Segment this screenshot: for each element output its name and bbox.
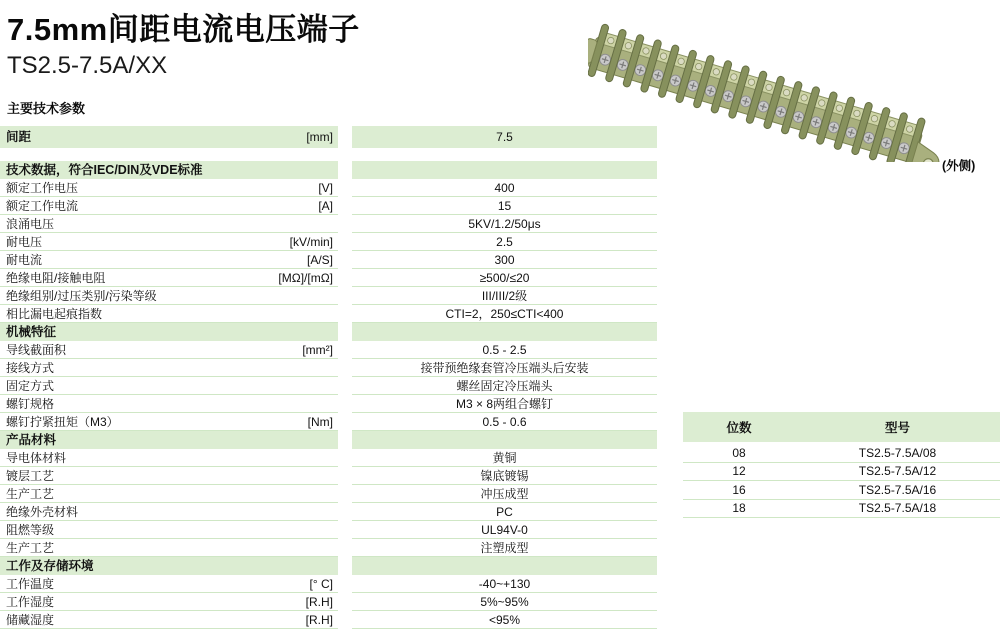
spec-value: 0.5 - 2.5 bbox=[352, 341, 657, 359]
spec-label: 生产工艺 bbox=[6, 540, 55, 555]
model-table-header bbox=[683, 412, 1000, 442]
spec-row bbox=[0, 341, 657, 359]
spec-label: 阻燃等级 bbox=[6, 522, 55, 537]
model-positions: 18 bbox=[732, 501, 746, 516]
column-gap bbox=[338, 251, 352, 269]
spec-value: 300 bbox=[352, 251, 657, 269]
column-gap bbox=[338, 413, 352, 431]
model-positions: 08 bbox=[732, 445, 746, 460]
spec-label: 相比漏电起痕指数 bbox=[6, 306, 103, 321]
spec-unit: [Nm] bbox=[307, 414, 333, 429]
spec-value: -40~+130 bbox=[352, 575, 657, 593]
spec-value: UL94V-0 bbox=[352, 521, 657, 539]
model-positions: 16 bbox=[732, 482, 746, 497]
column-gap bbox=[338, 179, 352, 197]
model-positions: 12 bbox=[732, 464, 746, 479]
spec-row bbox=[0, 593, 657, 611]
spec-label: 绝缘外壳材料 bbox=[6, 504, 79, 519]
spec-label: 技术数据，符合IEC/DIN及VDE标准 bbox=[6, 162, 203, 177]
column-gap bbox=[338, 395, 352, 413]
column-gap bbox=[338, 233, 352, 251]
main-parameters-heading: 主要技术参数 bbox=[7, 101, 86, 116]
spec-value: 400 bbox=[352, 179, 657, 197]
column-gap bbox=[338, 593, 352, 611]
spec-row bbox=[0, 148, 657, 161]
spec-row bbox=[0, 377, 657, 395]
spec-row bbox=[0, 197, 657, 215]
spec-value bbox=[352, 431, 657, 449]
spec-row bbox=[0, 395, 657, 413]
spec-value: 镍底镀锡 bbox=[352, 467, 657, 485]
column-gap bbox=[338, 341, 352, 359]
spec-label: 生产工艺 bbox=[6, 486, 55, 501]
spec-label: 镀层工艺 bbox=[6, 468, 55, 483]
column-gap bbox=[338, 323, 352, 341]
spec-row bbox=[0, 179, 657, 197]
column-gap bbox=[338, 557, 352, 575]
spec-table bbox=[0, 126, 657, 629]
column-gap bbox=[338, 449, 352, 467]
spec-unit: [A/S] bbox=[306, 252, 333, 267]
spec-label: 导电体材料 bbox=[6, 450, 67, 465]
spec-label: 工作及存储环境 bbox=[6, 558, 94, 573]
spec-value: 注塑成型 bbox=[352, 539, 657, 557]
spec-value: 冲压成型 bbox=[352, 485, 657, 503]
spec-row bbox=[0, 251, 657, 269]
spec-row bbox=[0, 467, 657, 485]
model-number: TS2.5-7.5A/08 bbox=[858, 445, 937, 460]
spec-value: 15 bbox=[352, 197, 657, 215]
spec-row bbox=[0, 503, 657, 521]
spec-label: 机械特征 bbox=[6, 324, 57, 339]
model-table-row bbox=[683, 444, 1000, 463]
spec-unit: [° C] bbox=[309, 576, 333, 591]
column-gap bbox=[338, 485, 352, 503]
model-table-row bbox=[683, 481, 1000, 500]
spec-value bbox=[352, 557, 657, 575]
spec-row bbox=[0, 126, 657, 148]
spec-value: CTI=2，250≤CTI<400 bbox=[352, 305, 657, 323]
spec-unit: [R.H] bbox=[305, 594, 333, 609]
product-model-code: TS2.5-7.5A/XX bbox=[7, 52, 168, 79]
spec-value: PC bbox=[352, 503, 657, 521]
model-table-row bbox=[683, 463, 1000, 482]
spec-row bbox=[0, 323, 657, 341]
spec-row bbox=[0, 449, 657, 467]
column-gap bbox=[338, 269, 352, 287]
spec-value: 黄铜 bbox=[352, 449, 657, 467]
column-gap bbox=[338, 575, 352, 593]
spec-row bbox=[0, 539, 657, 557]
spec-row bbox=[0, 215, 657, 233]
spec-value: M3 × 8两组合螺钉 bbox=[352, 395, 657, 413]
figure-caption: (外侧) bbox=[942, 159, 976, 173]
spec-row bbox=[0, 521, 657, 539]
column-gap bbox=[338, 305, 352, 323]
column-gap bbox=[338, 539, 352, 557]
model-number: TS2.5-7.5A/16 bbox=[858, 482, 937, 497]
column-gap bbox=[338, 161, 352, 179]
column-gap bbox=[338, 287, 352, 305]
spec-label: 工作温度 bbox=[6, 576, 55, 591]
spec-label: 间距 bbox=[6, 129, 32, 144]
spec-value: ≥500/≤20 bbox=[352, 269, 657, 287]
model-table-row bbox=[683, 500, 1000, 519]
model-number: TS2.5-7.5A/18 bbox=[858, 501, 937, 516]
model-number: TS2.5-7.5A/12 bbox=[858, 464, 937, 479]
spec-unit: [kV/min] bbox=[289, 234, 333, 249]
spec-label: 螺钉规格 bbox=[6, 396, 55, 411]
spec-value: <95% bbox=[352, 611, 657, 629]
spec-label: 产品材料 bbox=[6, 432, 57, 447]
column-gap bbox=[338, 521, 352, 539]
spec-row bbox=[0, 611, 657, 629]
model-table bbox=[683, 412, 1000, 518]
column-gap bbox=[338, 503, 352, 521]
model-table-header-positions: 位数 bbox=[726, 421, 752, 435]
spec-label: 浪涌电压 bbox=[6, 216, 55, 231]
spec-label: 接线方式 bbox=[6, 360, 55, 375]
spec-unit: [mm²] bbox=[302, 342, 333, 357]
spec-row bbox=[0, 287, 657, 305]
column-gap bbox=[338, 215, 352, 233]
spec-row bbox=[0, 305, 657, 323]
spec-value: 7.5 bbox=[352, 126, 657, 148]
spec-value: 2.5 bbox=[352, 233, 657, 251]
spec-label: 额定工作电压 bbox=[6, 180, 79, 195]
spec-row bbox=[0, 413, 657, 431]
spec-value bbox=[352, 161, 657, 179]
spec-row bbox=[0, 575, 657, 593]
spec-unit: [V] bbox=[318, 180, 333, 195]
spec-label: 固定方式 bbox=[6, 378, 55, 393]
spec-value bbox=[352, 323, 657, 341]
spec-row bbox=[0, 359, 657, 377]
model-table-header-model: 型号 bbox=[884, 421, 910, 435]
spec-row bbox=[0, 557, 657, 575]
column-gap bbox=[338, 467, 352, 485]
spec-value: 5%~95% bbox=[352, 593, 657, 611]
spec-value: 接带预绝缘套管冷压端头后安装 bbox=[352, 359, 657, 377]
spec-row bbox=[0, 269, 657, 287]
spec-label: 绝缘组别/过压类别/污染等级 bbox=[6, 288, 157, 303]
spec-label: 储藏湿度 bbox=[6, 612, 55, 627]
spec-label: 额定工作电流 bbox=[6, 198, 79, 213]
page-title: 7.5mm间距电流电压端子 bbox=[7, 12, 360, 47]
spec-label: 耐电压 bbox=[6, 234, 43, 249]
model-table-body bbox=[683, 444, 1000, 518]
spec-value: 5KV/1.2/50μs bbox=[352, 215, 657, 233]
spec-label: 导线截面积 bbox=[6, 342, 67, 357]
spec-label: 螺钉拧紧扭矩（M3） bbox=[6, 414, 119, 429]
spec-label: 耐电流 bbox=[6, 252, 43, 267]
spec-unit: [MΩ]/[mΩ] bbox=[278, 270, 333, 285]
column-gap bbox=[338, 359, 352, 377]
spec-value: 0.5 - 0.6 bbox=[352, 413, 657, 431]
spec-value: 螺丝固定冷压端头 bbox=[352, 377, 657, 395]
spec-row bbox=[0, 485, 657, 503]
spec-row bbox=[0, 161, 657, 179]
spec-unit: [A] bbox=[318, 198, 333, 213]
spec-unit: [mm] bbox=[306, 130, 333, 144]
spec-label: 工作湿度 bbox=[6, 594, 55, 609]
column-gap bbox=[338, 431, 352, 449]
spec-row bbox=[0, 233, 657, 251]
spec-label: 绝缘电阻/接触电阻 bbox=[6, 270, 106, 285]
spec-row bbox=[0, 431, 657, 449]
spec-unit: [R.H] bbox=[305, 612, 333, 627]
column-gap bbox=[338, 126, 352, 148]
column-gap bbox=[338, 377, 352, 395]
spec-value: III/III/2级 bbox=[352, 287, 657, 305]
column-gap bbox=[338, 197, 352, 215]
column-gap bbox=[338, 611, 352, 629]
